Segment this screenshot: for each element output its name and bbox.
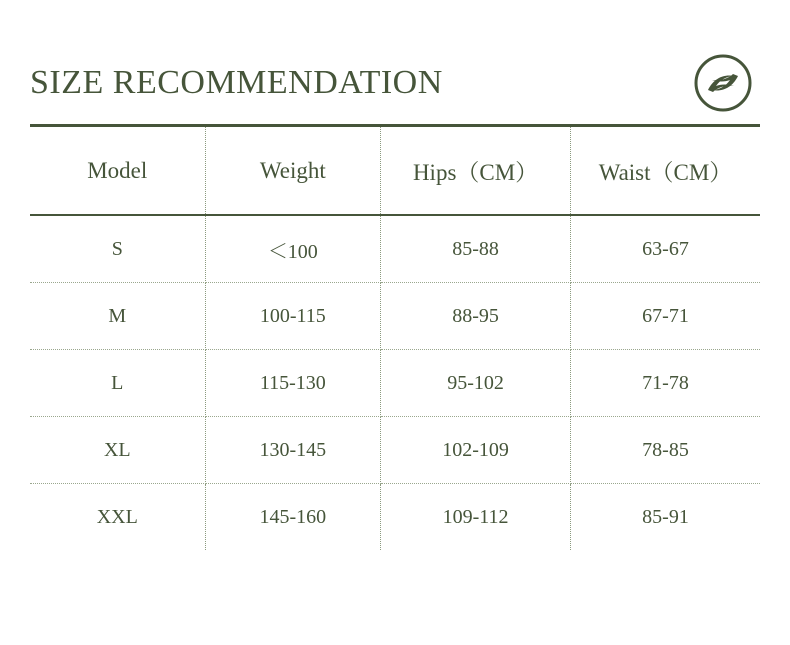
table-header-row — [30, 127, 760, 215]
cell-waist: 63-67 — [571, 215, 760, 283]
table-row — [30, 484, 760, 551]
brand-swirl-logo-icon — [694, 54, 752, 112]
column-header-weight: Weight — [205, 127, 381, 215]
cell-model: M — [30, 283, 205, 350]
cell-waist: 85-91 — [642, 505, 689, 528]
column-header-model: Model — [30, 127, 205, 215]
cell-weight: 130-145 — [205, 417, 381, 484]
cell-hips: 85-88 — [381, 215, 571, 283]
cell-weight: 100-115 — [205, 283, 381, 350]
cell-weight: 145-160 — [205, 484, 381, 551]
cell-weight: 115-130 — [205, 350, 381, 417]
column-header-hips: Hips（CM） — [381, 127, 571, 215]
table-row — [30, 283, 760, 350]
page-header — [30, 0, 760, 120]
cell-waist: 67-71 — [571, 283, 760, 350]
cell-hips: 109-112 — [381, 484, 571, 551]
cell-model: S — [30, 215, 205, 283]
cell-weight: ＜100 — [205, 215, 381, 283]
page-title: SIZE RECOMMENDATION — [30, 63, 443, 101]
table-row — [30, 417, 760, 484]
column-header-waist: Waist（CM） — [571, 127, 760, 215]
cell-model: L — [30, 350, 205, 417]
cell-model: XXL — [30, 484, 205, 551]
cell-model: XL — [30, 417, 205, 484]
cell-hips: 102-109 — [381, 417, 571, 484]
table-row — [30, 215, 760, 283]
cell-hips: 88-95 — [381, 283, 571, 350]
cell-waist: 71-78 — [571, 350, 760, 417]
cell-hips: 95-102 — [381, 350, 571, 417]
table-row — [30, 350, 760, 417]
cell-waist: 78-85 — [571, 417, 760, 484]
size-table — [30, 127, 760, 550]
